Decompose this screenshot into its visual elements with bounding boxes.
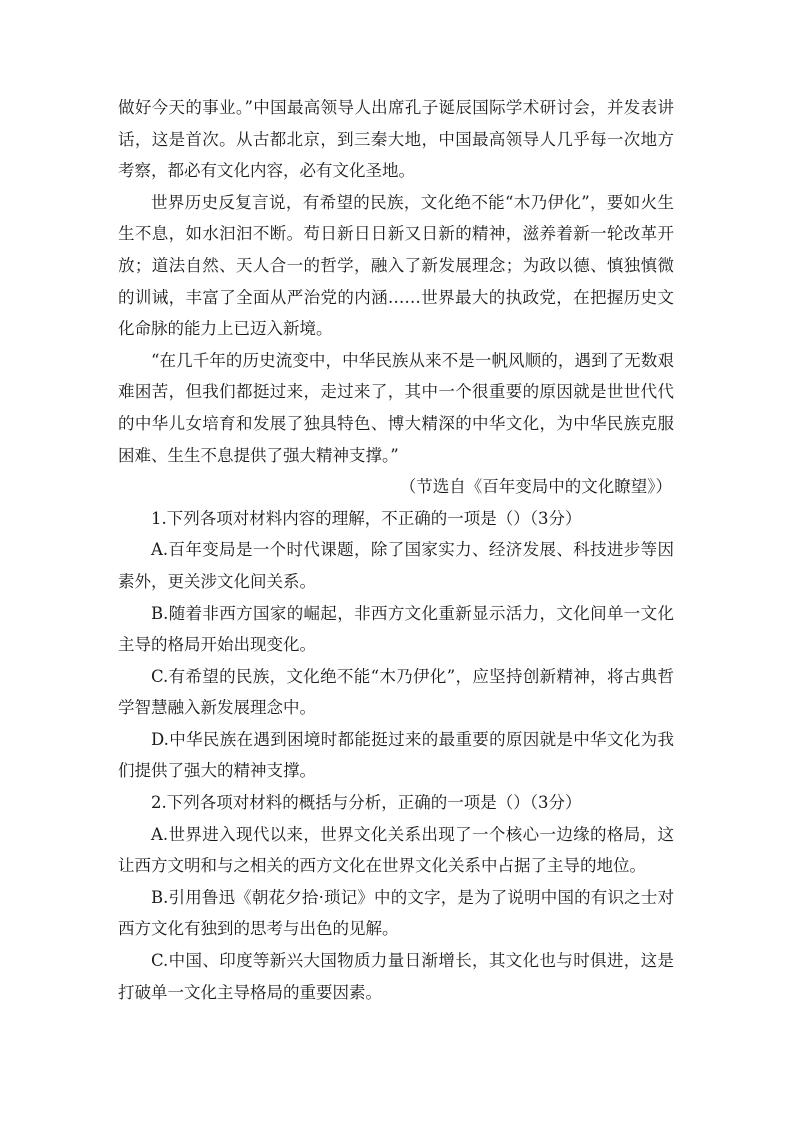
question-option: C.中国、印度等新兴大国物质力量日渐增长，其文化也与时俱进，这是打破单一文化主导格局的重要因素。	[118, 951, 674, 1002]
question-stem: 2.下列各项对材料的概括与分析，正确的一项是（）（3分）	[151, 793, 582, 813]
question-option: C.有希望的民族，文化绝不能“木乃伊化”，应坚持创新精神，将古典哲学智慧融入新发展理念中。	[118, 666, 674, 718]
article-paragraph: 世界历史反复言说，有希望的民族，文化绝不能“木乃伊化”，要如火生生不息，如水汩汩不断。苟日新日日新又日新的精神，滋养着新一轮改革开放；道法自然、天人合一的哲学，融入了新发展理念；为政以德、慎独慎微的训诫，丰富了全面从严治党的内涵……世界最大的执政党，在把握历史文化命脉的能力上已迈入新境。	[118, 192, 674, 339]
question-stem: 1.下列各项对材料内容的理解，不正确的一项是（）（3分）	[151, 508, 582, 528]
question-option: A.世界进入现代以来，世界文化关系出现了一个核心一边缘的格局，这让西方文明和与之相关的西方文化在世界文化关系中占据了主导的地位。	[118, 824, 674, 876]
question-option: D.中华民族在遇到困境时都能挺过来的最重要的原因就是中华文化为我们提供了强大的精神支撑。	[118, 729, 674, 781]
question-1	[118, 503, 674, 787]
question-option: A.百年变局是一个时代课题，除了国家实力、经济发展、科技进步等因素外，更关涉文化间关系。	[118, 540, 674, 591]
question-2	[118, 787, 674, 1008]
question-option: B.引用鲁迅《朝花夕拾·琐记》中的文字，是为了说明中国的有识之士对西方文化有独到的思考与出色的见解。	[118, 887, 674, 939]
question-option: B.随着非西方国家的崛起，非西方文化重新显示活力，文化间单一文化主导的格局开始出现变化。	[118, 603, 674, 655]
article-source: （节选自《百年变局中的文化瞭望》）	[399, 477, 672, 497]
document-body	[118, 92, 674, 1008]
article-paragraph: 做好今天的事业。”中国最高领导人出席孔子诞辰国际学术研讨会，并发表讲话，这是首次。从古都北京，到三秦大地，中国最高领导人几乎每一次地方考察，都必有文化内容，必有文化圣地。	[118, 98, 674, 181]
article-paragraph: “在几千年的历史流变中，中华民族从来不是一帆风顺的，遇到了无数艰难困苦，但我们都挺过来，走过来了，其中一个很重要的原因就是世世代代的中华儿女培育和发展了独具特色、博大精深的中华文化，为中华民族克服困难、生生不息提供了强大精神支撑。”	[118, 350, 674, 465]
